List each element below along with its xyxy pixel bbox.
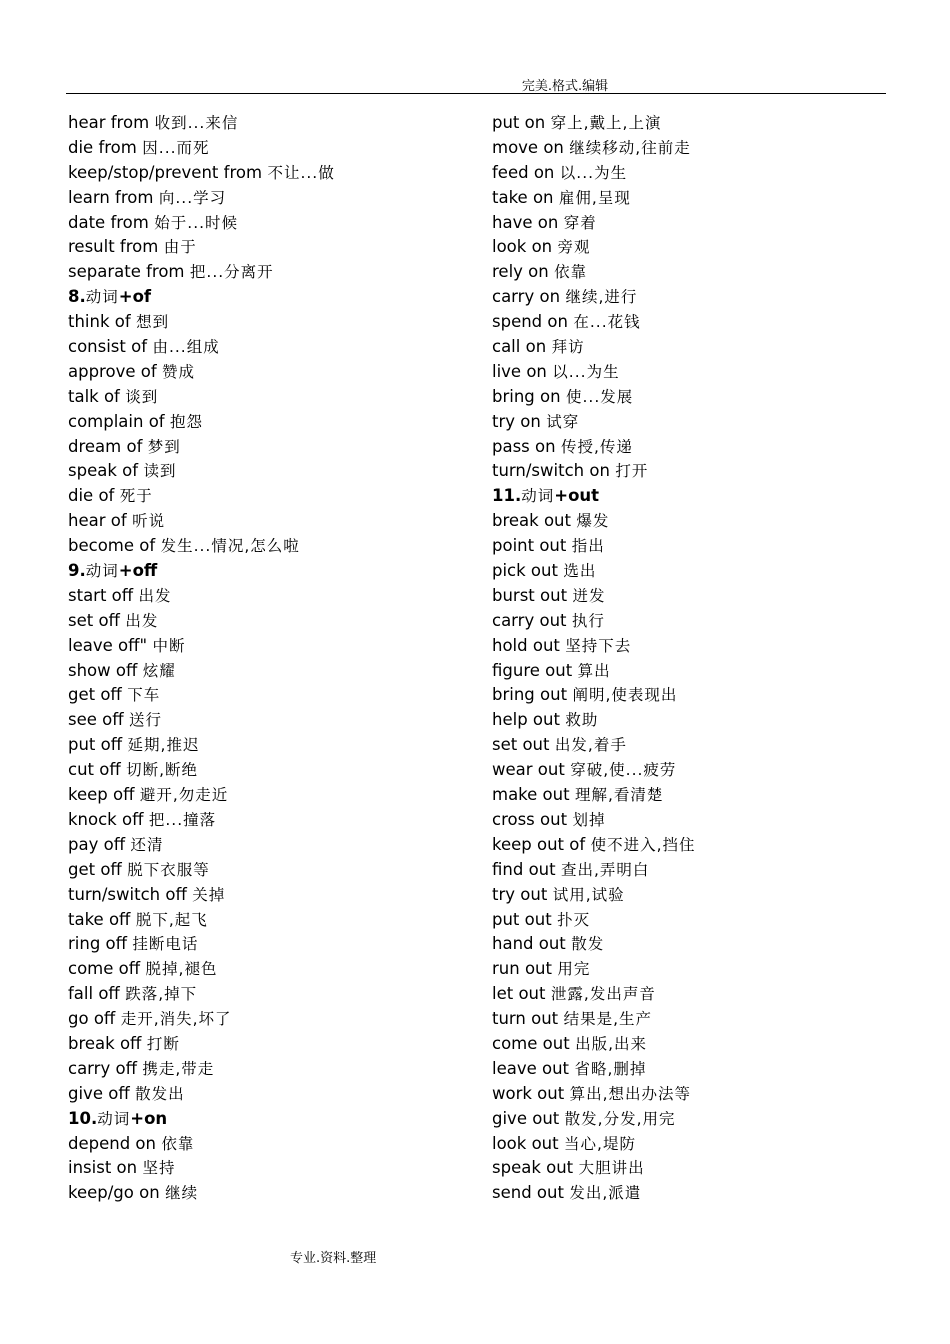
phrase-english: date from bbox=[68, 212, 149, 232]
phrase-chinese: 继续 bbox=[165, 1184, 199, 1203]
phrase-entry bbox=[492, 1007, 696, 1032]
phrase-entry bbox=[492, 360, 696, 385]
phrase-chinese: 听说 bbox=[132, 512, 166, 531]
phrase-chinese: 扑灭 bbox=[557, 910, 591, 929]
phrase-english: carry off bbox=[68, 1058, 137, 1078]
phrase-entry bbox=[68, 1007, 335, 1032]
phrase-chinese: 脱掉,褪色 bbox=[145, 960, 218, 979]
phrase-english: spend on bbox=[492, 312, 568, 332]
phrase-chinese: 炫耀 bbox=[142, 661, 176, 680]
phrase-entry bbox=[492, 1057, 696, 1082]
phrase-chinese: 出版,出来 bbox=[575, 1034, 648, 1053]
phrase-entry bbox=[492, 310, 696, 335]
phrase-chinese: 使...发展 bbox=[565, 387, 634, 406]
phrase-chinese: 打开 bbox=[615, 462, 649, 481]
phrase-english: set off bbox=[68, 610, 120, 630]
phrase-english: help out bbox=[492, 710, 560, 730]
phrase-english: result from bbox=[68, 237, 159, 257]
phrase-english: turn/switch on bbox=[492, 461, 610, 481]
phrase-entry bbox=[68, 1132, 335, 1157]
phrase-chinese: 打断 bbox=[146, 1034, 180, 1053]
phrase-english: speak of bbox=[68, 461, 139, 481]
phrase-english: call on bbox=[492, 337, 547, 357]
phrase-chinese: 散发,分发,用完 bbox=[564, 1109, 676, 1128]
phrase-entry bbox=[68, 584, 335, 609]
phrase-chinese: 发出,派遣 bbox=[569, 1184, 642, 1203]
phrase-chinese: 算出 bbox=[577, 661, 611, 680]
phrase-english: start off bbox=[68, 585, 134, 605]
phrase-english: die of bbox=[68, 486, 115, 506]
phrase-chinese: 走开,消失,坏了 bbox=[120, 1010, 232, 1029]
phrase-english: keep off bbox=[68, 785, 135, 805]
phrase-entry bbox=[492, 459, 696, 484]
phrase-entry bbox=[68, 609, 335, 634]
phrase-english: keep/go on bbox=[68, 1183, 160, 1203]
phrase-english: complain of bbox=[68, 411, 165, 431]
phrase-entry bbox=[492, 235, 696, 260]
phrase-entry bbox=[492, 659, 696, 684]
phrase-entry bbox=[492, 1132, 696, 1157]
section-heading bbox=[492, 484, 696, 509]
phrase-chinese: 在...花钱 bbox=[573, 313, 641, 332]
section-label: 动词 bbox=[97, 1109, 131, 1128]
phrase-entry bbox=[68, 932, 335, 957]
phrase-english: approve of bbox=[68, 361, 157, 381]
phrase-english: live on bbox=[492, 361, 547, 381]
left-column bbox=[68, 111, 335, 1206]
phrase-chinese: 始于...时候 bbox=[154, 213, 239, 232]
phrase-english: give off bbox=[68, 1083, 130, 1103]
phrase-chinese: 结果是,生产 bbox=[563, 1010, 652, 1029]
phrase-chinese: 向...学习 bbox=[158, 188, 227, 207]
phrase-entry bbox=[492, 136, 696, 161]
phrase-english: make out bbox=[492, 785, 570, 805]
phrase-entry bbox=[68, 459, 335, 484]
phrase-english: figure out bbox=[492, 660, 573, 680]
phrase-english: depend on bbox=[68, 1133, 156, 1153]
section-number: 8. bbox=[68, 287, 86, 307]
phrase-chinese: 用完 bbox=[557, 960, 591, 979]
phrase-chinese: 穿破,使...疲劳 bbox=[570, 761, 677, 780]
phrase-entry bbox=[68, 186, 335, 211]
phrase-entry bbox=[492, 1156, 696, 1181]
phrase-entry bbox=[492, 410, 696, 435]
phrase-english: cross out bbox=[492, 809, 568, 829]
phrase-entry bbox=[492, 833, 696, 858]
phrase-english: send out bbox=[492, 1183, 564, 1203]
phrase-chinese: 中断 bbox=[152, 636, 186, 655]
phrase-chinese: 避开,勿走近 bbox=[139, 786, 229, 805]
phrase-chinese: 当心,堤防 bbox=[564, 1134, 636, 1153]
phrase-chinese: 泄露,发出声音 bbox=[550, 985, 656, 1004]
phrase-chinese: 脱下衣服等 bbox=[127, 860, 210, 879]
page-footer: 专业.资料.整理 bbox=[290, 1251, 377, 1266]
phrase-entry bbox=[492, 534, 696, 559]
phrase-chinese: 把...撞落 bbox=[148, 810, 217, 829]
phrase-entry bbox=[68, 858, 335, 883]
section-number: 11. bbox=[492, 486, 522, 506]
phrase-chinese: 依靠 bbox=[554, 263, 588, 282]
phrase-english: turn/switch off bbox=[68, 884, 187, 904]
phrase-entry bbox=[68, 310, 335, 335]
phrase-chinese: 关掉 bbox=[192, 885, 226, 904]
phrase-chinese: 查出,弄明白 bbox=[561, 860, 650, 879]
phrase-entry bbox=[68, 758, 335, 783]
phrase-entry bbox=[68, 1181, 335, 1206]
phrase-entry bbox=[492, 211, 696, 236]
phrase-entry bbox=[68, 410, 335, 435]
phrase-english: pick out bbox=[492, 561, 558, 581]
phrase-chinese: 由...组成 bbox=[152, 338, 220, 357]
phrase-entry bbox=[492, 509, 696, 534]
phrase-english: set out bbox=[492, 735, 550, 755]
phrase-chinese: 试用,试验 bbox=[552, 885, 625, 904]
phrase-chinese: 爆发 bbox=[576, 512, 610, 531]
phrase-english: get off bbox=[68, 859, 122, 879]
phrase-chinese: 迸发 bbox=[572, 586, 606, 605]
phrase-english: try out bbox=[492, 884, 548, 904]
phrase-entry bbox=[68, 534, 335, 559]
phrase-chinese: 理解,看清楚 bbox=[574, 786, 664, 805]
phrase-entry bbox=[68, 957, 335, 982]
phrase-chinese: 大胆讲出 bbox=[578, 1159, 645, 1178]
phrase-entry bbox=[68, 1082, 335, 1107]
phrase-english: become of bbox=[68, 536, 156, 556]
phrase-english: carry on bbox=[492, 287, 561, 307]
phrase-chinese: 不让...做 bbox=[267, 163, 335, 182]
phrase-chinese: 坚持下去 bbox=[565, 636, 632, 655]
phrase-entry bbox=[492, 111, 696, 136]
phrase-english: keep out of bbox=[492, 834, 586, 854]
phrase-english: put out bbox=[492, 909, 552, 929]
section-heading bbox=[68, 1107, 335, 1132]
phrase-entry bbox=[68, 808, 335, 833]
phrase-english: keep/stop/prevent from bbox=[68, 162, 263, 182]
phrase-english: hear from bbox=[68, 113, 150, 132]
phrase-chinese: 抱怨 bbox=[170, 412, 204, 431]
phrase-entry bbox=[68, 161, 335, 186]
phrase-chinese: 挂断电话 bbox=[132, 935, 199, 954]
phrase-entry bbox=[68, 783, 335, 808]
phrase-chinese: 死于 bbox=[119, 487, 153, 506]
phrase-english: knock off bbox=[68, 809, 144, 829]
phrase-english: talk of bbox=[68, 386, 120, 406]
phrase-english: look out bbox=[492, 1133, 559, 1153]
section-particle: +off bbox=[118, 561, 158, 581]
phrase-chinese: 继续,进行 bbox=[565, 288, 638, 307]
phrase-entry bbox=[68, 908, 335, 933]
section-number: 9. bbox=[68, 561, 86, 581]
phrase-entry bbox=[68, 235, 335, 260]
phrase-chinese: 送行 bbox=[129, 711, 163, 730]
phrase-entry bbox=[492, 1181, 696, 1206]
phrase-english: insist on bbox=[68, 1158, 138, 1178]
phrase-chinese: 救助 bbox=[565, 711, 599, 730]
phrase-english: take off bbox=[68, 909, 131, 929]
page-header: 完美.格式.编辑 bbox=[521, 79, 609, 94]
section-heading bbox=[68, 559, 335, 584]
phrase-entry bbox=[492, 982, 696, 1007]
phrase-english: dream of bbox=[68, 436, 143, 456]
phrase-chinese: 出发 bbox=[125, 611, 159, 630]
phrase-chinese: 依靠 bbox=[161, 1134, 195, 1153]
phrase-chinese: 传授,传递 bbox=[560, 437, 633, 456]
phrase-english: ring off bbox=[68, 934, 128, 954]
phrase-english: leave off" bbox=[68, 635, 148, 655]
phrase-english: turn out bbox=[492, 1009, 559, 1029]
phrase-entry bbox=[68, 111, 335, 136]
header-rule bbox=[66, 93, 886, 94]
section-heading bbox=[68, 285, 335, 310]
phrase-entry bbox=[68, 484, 335, 509]
phrase-chinese: 出发,着手 bbox=[554, 736, 627, 755]
section-number: 10. bbox=[68, 1108, 98, 1128]
phrase-entry bbox=[492, 1032, 696, 1057]
phrase-chinese: 旁观 bbox=[557, 238, 591, 257]
phrase-entry bbox=[492, 808, 696, 833]
phrase-chinese: 把...分离开 bbox=[189, 263, 274, 282]
section-label: 动词 bbox=[85, 562, 119, 581]
phrase-english: bring out bbox=[492, 685, 568, 705]
phrase-entry bbox=[492, 883, 696, 908]
phrase-chinese: 以...为生 bbox=[552, 362, 620, 381]
phrase-chinese: 因...而死 bbox=[142, 138, 210, 157]
phrase-entry bbox=[68, 1032, 335, 1057]
section-label: 动词 bbox=[521, 487, 555, 506]
phrase-chinese: 省略,删掉 bbox=[574, 1059, 647, 1078]
phrase-chinese: 选出 bbox=[563, 562, 597, 581]
phrase-chinese: 携走,带走 bbox=[142, 1059, 215, 1078]
phrase-english: leave out bbox=[492, 1058, 570, 1078]
phrase-chinese: 执行 bbox=[571, 611, 605, 630]
phrase-chinese: 试穿 bbox=[546, 412, 580, 431]
phrase-english: burst out bbox=[492, 585, 568, 605]
phrase-entry bbox=[68, 982, 335, 1007]
phrase-entry bbox=[492, 609, 696, 634]
phrase-entry bbox=[492, 161, 696, 186]
phrase-entry bbox=[492, 683, 696, 708]
phrase-chinese: 读到 bbox=[143, 462, 177, 481]
phrase-entry bbox=[68, 1057, 335, 1082]
phrase-entry bbox=[68, 634, 335, 659]
phrase-entry bbox=[492, 260, 696, 285]
phrase-entry bbox=[68, 435, 335, 460]
phrase-english: put off bbox=[68, 735, 123, 755]
phrase-chinese: 以...为生 bbox=[559, 163, 628, 182]
phrase-english: give out bbox=[492, 1108, 560, 1128]
phrase-english: get off bbox=[68, 685, 122, 705]
section-particle: +out bbox=[554, 486, 600, 506]
phrase-english: consist of bbox=[68, 337, 148, 357]
phrase-entry bbox=[492, 634, 696, 659]
phrase-entry bbox=[492, 858, 696, 883]
phrase-chinese: 散发出 bbox=[135, 1084, 185, 1103]
phrase-english: die from bbox=[68, 137, 137, 157]
section-particle: +on bbox=[130, 1108, 168, 1128]
phrase-english: speak out bbox=[492, 1158, 574, 1178]
phrase-chinese: 脱下,起飞 bbox=[135, 910, 208, 929]
phrase-english: learn from bbox=[68, 187, 154, 207]
phrase-entry bbox=[492, 584, 696, 609]
phrase-entry bbox=[492, 385, 696, 410]
phrase-english: wear out bbox=[492, 760, 565, 780]
phrase-chinese: 跌落,掉下 bbox=[125, 985, 198, 1004]
phrase-chinese: 穿着 bbox=[563, 213, 597, 232]
phrase-entry bbox=[68, 883, 335, 908]
phrase-entry bbox=[68, 211, 335, 236]
phrase-entry bbox=[68, 833, 335, 858]
phrase-english: rely on bbox=[492, 262, 549, 282]
phrase-entry bbox=[68, 708, 335, 733]
phrase-english: pass on bbox=[492, 436, 556, 456]
phrase-english: break off bbox=[68, 1033, 142, 1053]
phrase-english: put on bbox=[492, 113, 546, 132]
phrase-chinese: 出发 bbox=[138, 586, 172, 605]
phrase-entry bbox=[68, 683, 335, 708]
phrase-english: think of bbox=[68, 312, 131, 332]
phrase-chinese: 切断,断绝 bbox=[126, 761, 199, 780]
phrase-english: fall off bbox=[68, 984, 120, 1004]
phrase-entry bbox=[68, 260, 335, 285]
phrase-english: hand out bbox=[492, 934, 566, 954]
phrase-english: hold out bbox=[492, 635, 560, 655]
phrase-english: pay off bbox=[68, 834, 126, 854]
phrase-entry bbox=[68, 385, 335, 410]
phrase-chinese: 继续移动,往前走 bbox=[569, 138, 691, 157]
phrase-entry bbox=[492, 733, 696, 758]
phrase-chinese: 阐明,使表现出 bbox=[572, 686, 678, 705]
phrase-chinese: 雇佣,呈现 bbox=[558, 188, 631, 207]
phrase-english: bring on bbox=[492, 386, 561, 406]
phrase-chinese: 坚持 bbox=[142, 1159, 176, 1178]
phrase-entry bbox=[492, 335, 696, 360]
phrase-english: try on bbox=[492, 411, 541, 431]
phrase-english: cut off bbox=[68, 760, 121, 780]
phrase-chinese: 发生...情况,怎么啦 bbox=[160, 537, 300, 556]
phrase-chinese: 由于 bbox=[163, 238, 197, 257]
phrase-english: separate from bbox=[68, 262, 185, 282]
phrase-entry bbox=[492, 708, 696, 733]
phrase-chinese: 指出 bbox=[571, 537, 605, 556]
phrase-chinese: 使不进入,挡住 bbox=[590, 835, 696, 854]
phrase-english: carry out bbox=[492, 610, 567, 630]
phrase-chinese: 梦到 bbox=[147, 437, 181, 456]
phrase-chinese: 收到...来信 bbox=[154, 114, 239, 132]
phrase-english: see off bbox=[68, 710, 124, 730]
phrase-entry bbox=[492, 908, 696, 933]
phrase-chinese: 拜访 bbox=[551, 338, 585, 357]
phrase-english: work out bbox=[492, 1083, 565, 1103]
phrase-entry bbox=[492, 1082, 696, 1107]
phrase-entry bbox=[492, 186, 696, 211]
section-particle: +of bbox=[118, 287, 152, 307]
phrase-english: show off bbox=[68, 660, 138, 680]
phrase-entry bbox=[68, 659, 335, 684]
phrase-english: take on bbox=[492, 187, 554, 207]
phrase-chinese: 下车 bbox=[127, 686, 161, 705]
phrase-chinese: 延期,推迟 bbox=[127, 736, 200, 755]
right-column bbox=[492, 111, 696, 1206]
phrase-english: move on bbox=[492, 137, 564, 157]
phrase-entry bbox=[492, 1107, 696, 1132]
phrase-english: let out bbox=[492, 984, 546, 1004]
phrase-chinese: 划掉 bbox=[572, 810, 606, 829]
phrase-chinese: 谈到 bbox=[125, 387, 159, 406]
phrase-chinese: 还清 bbox=[130, 835, 164, 854]
phrase-entry bbox=[492, 559, 696, 584]
phrase-chinese: 想到 bbox=[136, 313, 170, 332]
phrase-entry bbox=[68, 335, 335, 360]
phrase-english: look on bbox=[492, 237, 553, 257]
phrase-entry bbox=[68, 509, 335, 534]
phrase-english: come off bbox=[68, 959, 141, 979]
phrase-chinese: 穿上,戴上,上演 bbox=[550, 114, 662, 132]
phrase-english: break out bbox=[492, 511, 571, 531]
phrase-english: have on bbox=[492, 212, 559, 232]
phrase-english: go off bbox=[68, 1009, 116, 1029]
phrase-english: come out bbox=[492, 1033, 570, 1053]
phrase-entry bbox=[68, 733, 335, 758]
phrase-english: find out bbox=[492, 859, 556, 879]
phrase-english: run out bbox=[492, 959, 552, 979]
phrase-english: feed on bbox=[492, 162, 555, 182]
section-label: 动词 bbox=[85, 288, 119, 307]
phrase-entry bbox=[492, 932, 696, 957]
phrase-entry bbox=[492, 783, 696, 808]
phrase-entry bbox=[68, 1156, 335, 1181]
phrase-chinese: 算出,想出办法等 bbox=[569, 1084, 692, 1103]
phrase-entry bbox=[68, 360, 335, 385]
phrase-english: point out bbox=[492, 536, 567, 556]
phrase-chinese: 散发 bbox=[571, 935, 605, 954]
phrase-entry bbox=[492, 758, 696, 783]
phrase-entry bbox=[492, 435, 696, 460]
phrase-english: hear of bbox=[68, 511, 127, 531]
phrase-entry bbox=[68, 136, 335, 161]
phrase-chinese: 赞成 bbox=[162, 362, 196, 381]
phrase-entry bbox=[492, 285, 696, 310]
phrase-entry bbox=[492, 957, 696, 982]
